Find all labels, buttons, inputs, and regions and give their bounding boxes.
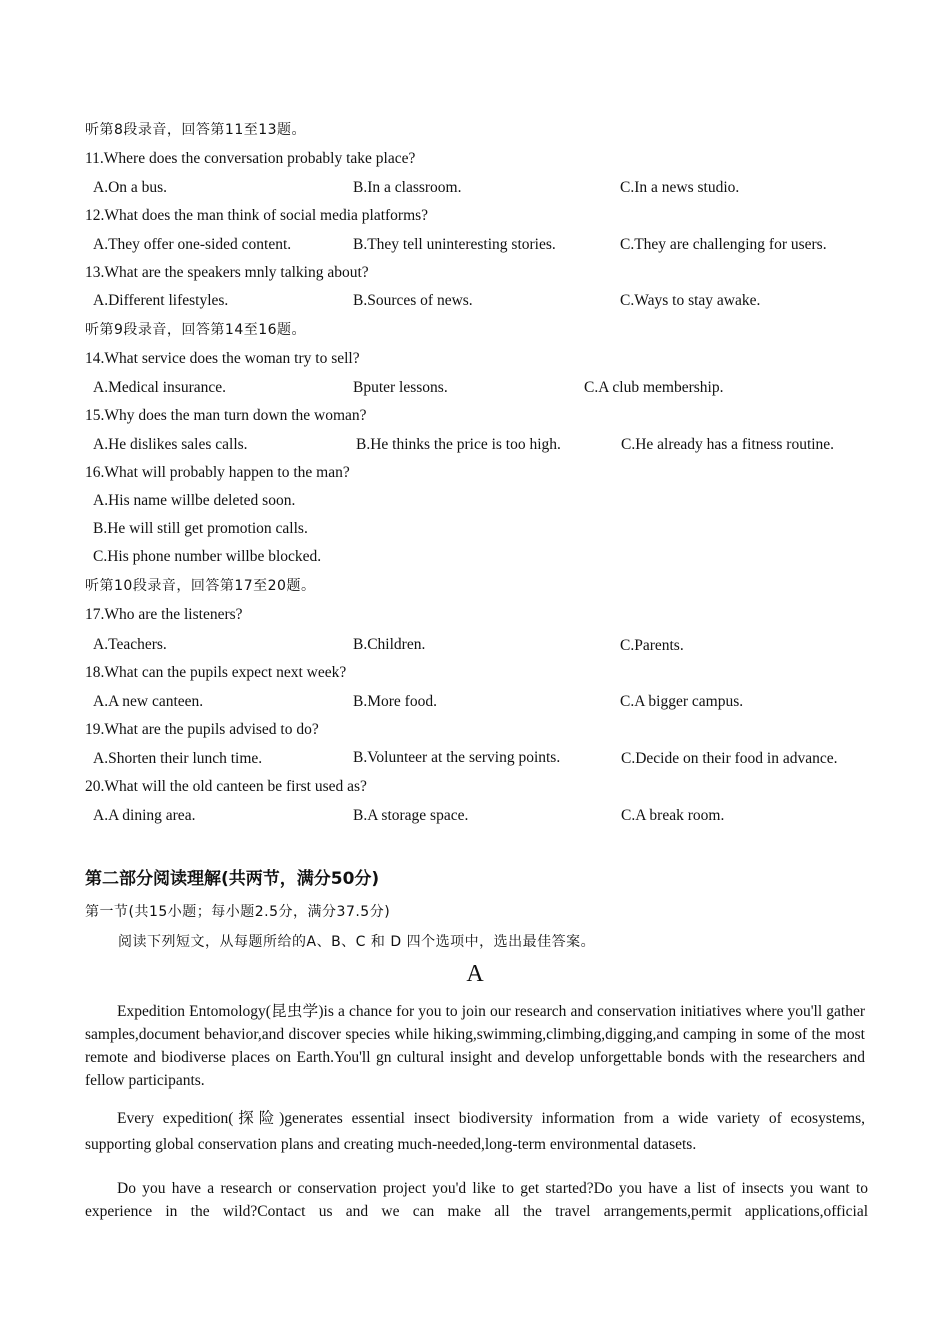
q11-option-c: C.In a news studio. [620, 179, 740, 196]
question-20: 20.What will the old canteen be first used as? [85, 778, 367, 795]
question-11: 11.Where does the conversation probably take place? [85, 150, 416, 167]
q18-option-a: A.A new canteen. [93, 693, 204, 710]
q20-option-a: A.A dining area. [93, 807, 196, 824]
q17-option-b: B.Children. [353, 636, 426, 653]
q18-option-c: C.A bigger campus. [620, 693, 744, 710]
question-15: 15.Why does the man turn down the woman? [85, 407, 367, 424]
q19-option-a: A.Shorten their lunch time. [93, 750, 263, 767]
q16-option-b: B.He will still get promotion calls. [93, 520, 308, 537]
q17-option-a: A.Teachers. [93, 636, 167, 653]
section-intro-9: 听第9段录音，回答第14至16题。 [85, 322, 307, 338]
q11-option-b: B.In a classroom. [353, 179, 462, 196]
section-heading: 第二部分阅读理解(共两节，满分50分) [85, 869, 380, 889]
q18-option-b: B.More food. [353, 693, 437, 710]
question-12: 12.What does the man think of social media platforms? [85, 207, 429, 224]
passage-label: A [466, 961, 484, 987]
question-17: 17.Who are the listeners? [85, 606, 243, 623]
question-19: 19.What are the pupils advised to do? [85, 721, 319, 738]
section-subheading: 第一节(共15小题；每小题2.5分，满分37.5分) [85, 904, 391, 920]
q12-option-c: C.They are challenging for users. [620, 236, 827, 253]
q17-option-c: C.Parents. [620, 637, 684, 654]
q16-option-c: C.His phone number willbe blocked. [93, 548, 322, 565]
q13-option-c: C.Ways to stay awake. [620, 292, 761, 309]
q13-option-a: A.Different lifestyles. [93, 292, 229, 309]
question-14: 14.What service does the woman try to sell? [85, 350, 360, 367]
q14-option-b: Bputer lessons. [353, 379, 448, 396]
q15-option-c: C.He already has a fitness routine. [621, 436, 835, 453]
q13-option-b: B.Sources of news. [353, 292, 473, 309]
passage-paragraph-3: Do you have a research or conservation project you'd like to get started?Do you have a list of insects you want to experience in the wild?Contact us and we can make all the travel arrangements,permit applications,official [85, 1180, 868, 1220]
q19-option-b: B.Volunteer at the serving points. [353, 749, 561, 766]
q14-option-c: C.A club membership. [584, 379, 724, 396]
section-intro-10: 听第10段录音，回答第17至20题。 [85, 578, 316, 594]
question-13: 13.What are the speakers mnly talking about? [85, 264, 369, 281]
passage-paragraph-2: Every expedition(探险)generates essential insect biodiversity information from a wide variety of ecosystems, supporting global conservation plans and creating much-needed,long-term environmental datasets. [85, 1110, 865, 1153]
q20-option-c: C.A break room. [621, 807, 725, 824]
q14-option-a: A.Medical insurance. [93, 379, 226, 396]
q12-option-a: A.They offer one-sided content. [93, 236, 292, 253]
q19-option-c: C.Decide on their food in advance. [621, 750, 838, 767]
q15-option-b: B.He thinks the price is too high. [356, 436, 561, 453]
section-instruction: 阅读下列短文，从每题所给的A、B、C 和 D 四个选项中，选出最佳答案。 [118, 934, 596, 950]
q20-option-b: B.A storage space. [353, 807, 469, 824]
q11-option-a: A.On a bus. [93, 179, 168, 196]
section-intro-8: 听第8段录音，回答第11至13题。 [85, 122, 307, 138]
question-16: 16.What will probably happen to the man? [85, 464, 350, 481]
passage-paragraph-1: Expedition Entomology(昆虫学)is a chance for you to join our research and conservation initiatives where you'll gather samples,document behavior,and discover species while hiking,swimming,climbing,digging,and camping in some of the most remote and biodiverse places on Earth.You'll gn cultural insight and develop unforgettable bonds with the researchers and fellow participants. [85, 1003, 865, 1089]
q12-option-b: B.They tell uninteresting stories. [353, 236, 556, 253]
question-18: 18.What can the pupils expect next week? [85, 664, 347, 681]
q15-option-a: A.He dislikes sales calls. [93, 436, 248, 453]
q16-option-a: A.His name willbe deleted soon. [93, 492, 296, 509]
